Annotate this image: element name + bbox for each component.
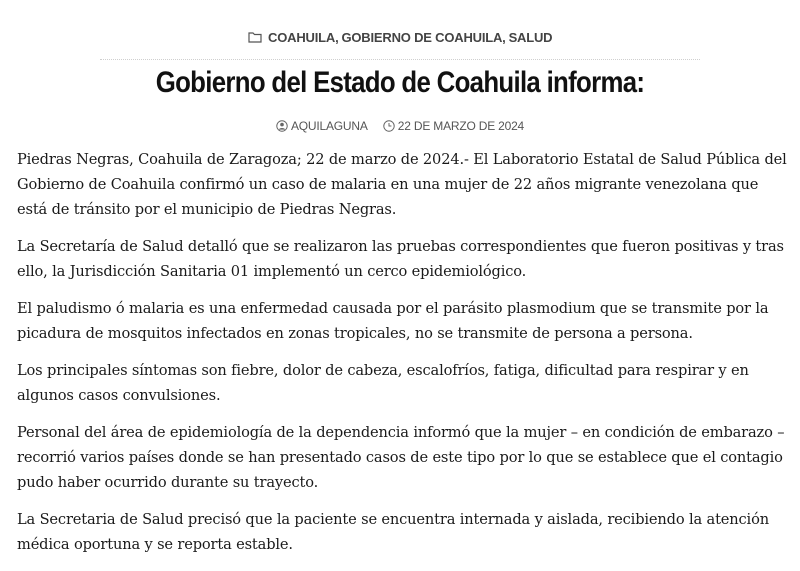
paragraph: Personal del área de epidemiología de la dependencia informó que la mujer – en condición de embarazo – recorrió varios países donde se han presentado casos de este tipo por lo que se establece que el contagio pudo haber ocurrido durante su trayecto. [17, 424, 785, 491]
category-separator: , [502, 30, 506, 45]
category-link-0[interactable]: COAHUILA [268, 30, 336, 45]
date-text: 22 DE MARZO DE 2024 [397, 119, 525, 133]
paragraph: El paludismo ó malaria es una enfermedad causada por el parásito plasmodium que se transmite por la picadura de mosquitos infectados en zonas tropicales, no se transmite de persona a persona. [17, 300, 769, 342]
title-divider [100, 59, 700, 60]
post-title: Gobierno del Estado de Coahuila informa: [155, 66, 645, 99]
category-link-1[interactable]: GOBIERNO DE COAHUILA [341, 30, 503, 45]
paragraph: La Secretaria de Salud precisó que la paciente se encuentra internada y aislada, recibiendo la atención médica oportuna y se reporta estable. [17, 511, 769, 553]
post-author[interactable] [276, 119, 368, 133]
category-link-2[interactable]: SALUD [508, 30, 553, 45]
post-meta [0, 119, 800, 133]
paragraph: La Secretaría de Salud detalló que se realizaron las pruebas correspondientes que fueron positivas y tras ello, la Jurisdicción Sanitaria 01 implementó un cerco epidemiológico. [17, 238, 784, 280]
paragraph: Los principales síntomas son fiebre, dolor de cabeza, escalofríos, fatiga, dificultad para respirar y en algunos casos convulsiones. [17, 362, 749, 404]
clock-icon [383, 120, 395, 132]
author-name: AQUILAGUNA [290, 119, 368, 133]
user-icon [276, 120, 288, 132]
paragraph: Piedras Negras, Coahuila de Zaragoza; 22 de marzo de 2024.- El Laboratorio Estatal de Salud Pública del Gobierno de Coahuila confirmó un caso de malaria en una mujer de 22 años migrante venezolana que está de tránsito por el municipio de Piedras Negras. [17, 151, 787, 218]
folder-icon [248, 31, 262, 43]
post-categories [0, 30, 800, 45]
post-body [17, 147, 787, 569]
post-date[interactable] [383, 119, 524, 133]
category-separator: , [335, 30, 339, 45]
